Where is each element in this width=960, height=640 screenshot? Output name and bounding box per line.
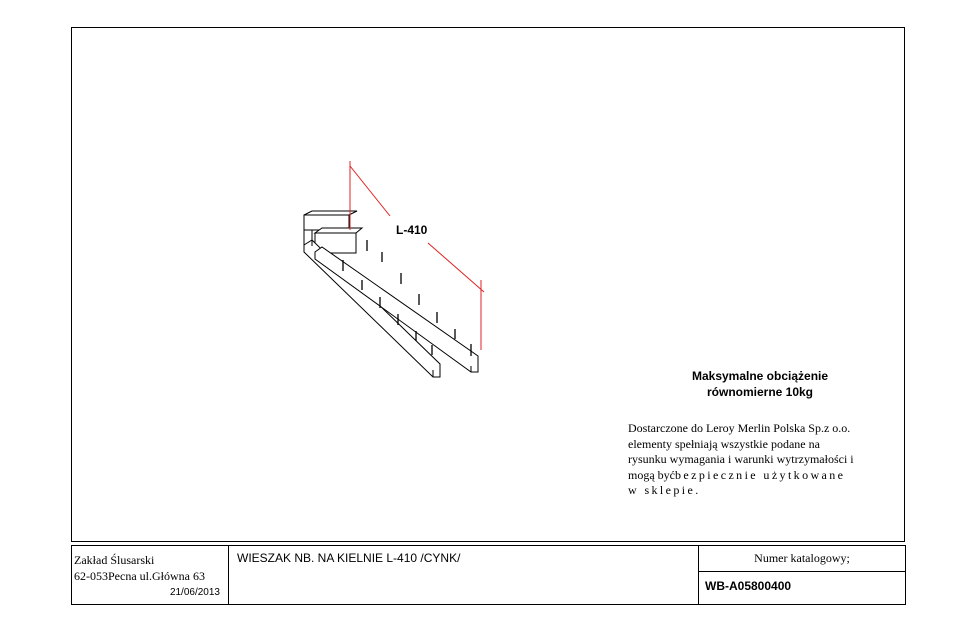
dimension-label: L-410: [396, 223, 428, 237]
supply-line-4: [628, 468, 898, 484]
supply-spaced-2: w sklepie.: [628, 483, 701, 497]
supply-line-3: rysunku wymagania i warunki wytrzymałości i: [628, 452, 854, 466]
supply-line-2: elementy spełniają wszystkie podane na: [628, 436, 820, 451]
load-note-line2: równomierne 10kg: [706, 385, 814, 399]
maker-name: Zakład Ślusarski: [74, 553, 155, 567]
load-note: [650, 368, 870, 400]
product-name: WIESZAK NB. NA KIELNIE L-410 /CYNK/: [237, 551, 461, 565]
catalog-number: WB-A05800400: [705, 579, 792, 593]
drawing-date: 21/06/2013: [169, 587, 220, 598]
supply-line-1: Dostarczone do Leroy Merlin Polska Sp.z o.o.: [628, 421, 851, 435]
supply-note: [628, 421, 898, 499]
title-block: [71, 545, 906, 605]
load-note-line1: Maksymalne obciążenie: [691, 369, 829, 383]
catalog-number-cell: [699, 572, 905, 604]
supply-spaced-1: bezpiecznie użytkowane: [675, 467, 846, 482]
product-name-cell: [229, 546, 699, 604]
catalog-label: Numer katalogowy;: [699, 546, 905, 572]
supply-line-4-start: mogą być: [628, 467, 675, 482]
maker-cell: [72, 546, 229, 604]
maker-address: 62-053Pecna ul.Główna 63: [74, 569, 205, 583]
